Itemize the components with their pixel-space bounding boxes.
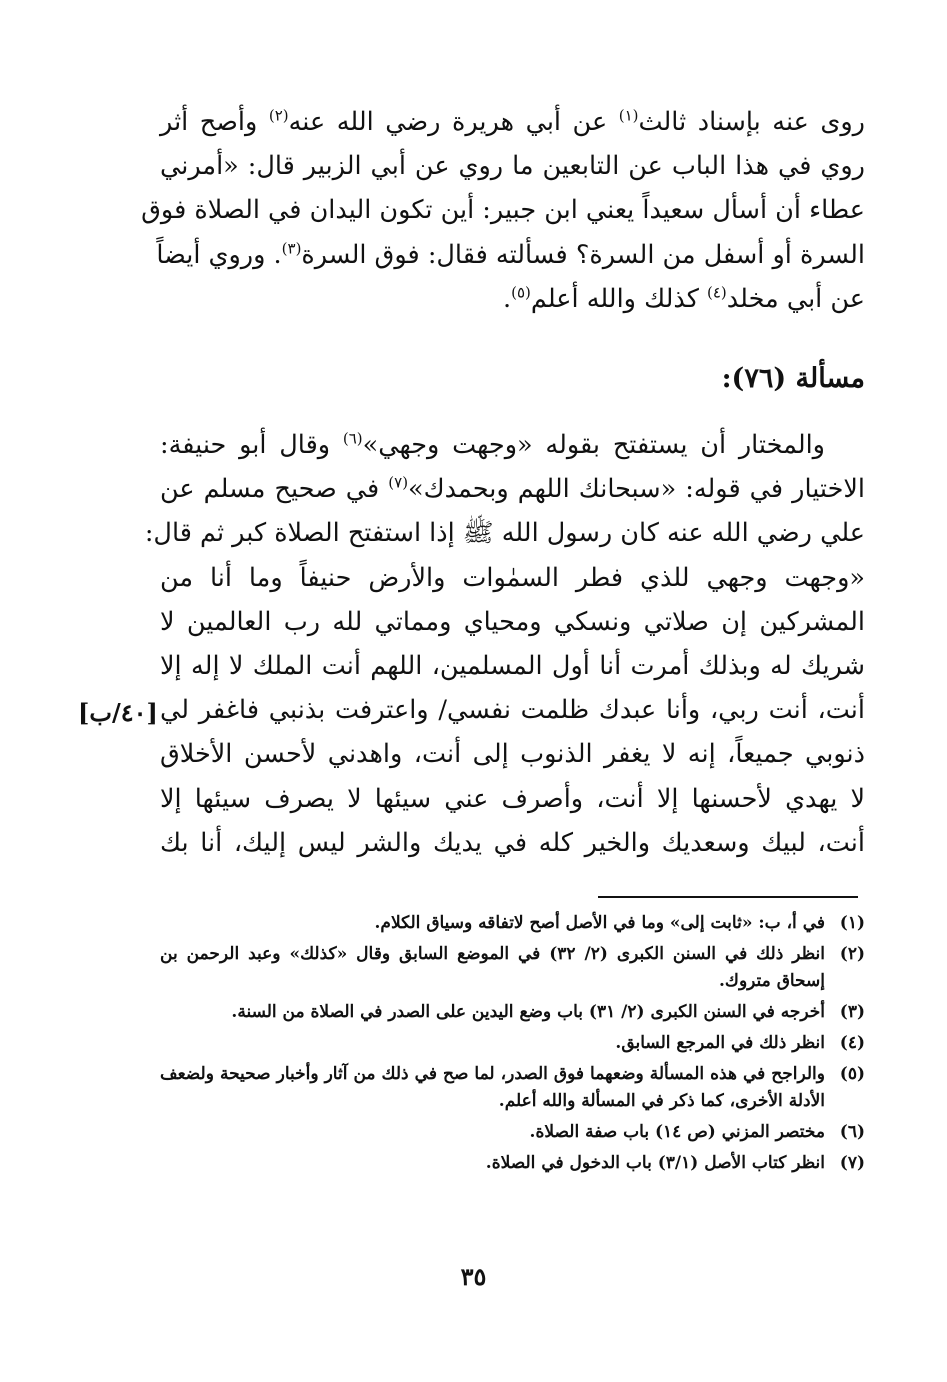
text-span: عن أبي هريرة رضي الله عنه xyxy=(288,107,619,137)
footnote-text: أخرجه في السنن الكبرى (٢/ ٣١) باب وضع اليدين على الصدر في الصلاة من السنة. xyxy=(231,1002,825,1022)
text-line: لا يهدي لأحسنها إلا أنت، وأصرف عني سيئها لا يصرف سيئها إلا xyxy=(160,783,865,814)
footnote xyxy=(160,1061,865,1115)
footnote-number: (٥) xyxy=(839,1064,865,1084)
footnote-text: والراجح في هذه المسألة وضعهما فوق الصدر، لما صح في ذلك من آثار وأخبار صحيحة ولضعف الأدلة الأخرى، كما ذكر في المسألة والله أعلم. xyxy=(160,1064,825,1111)
text-line: عطاء أن أسأل سعيداً يعني ابن جبير: أين تكون اليدان في الصلاة فوق xyxy=(141,195,865,226)
text-span: وأصح أثر xyxy=(160,107,269,137)
text-span: عن أبي مخلد xyxy=(726,283,865,314)
section-heading: مسألة (٧٦): xyxy=(721,363,865,395)
text-line xyxy=(156,233,865,277)
footnote-ref: (٧) xyxy=(388,473,409,492)
footnote-ref: (٢) xyxy=(268,106,289,125)
text-span: وقال أبو حنيفة: xyxy=(160,430,343,461)
footnote-text: انظر ذلك في المرجع السابق. xyxy=(615,1033,825,1053)
footnote xyxy=(160,1150,865,1177)
footnote-ref: (٦) xyxy=(342,429,363,448)
main-text xyxy=(141,100,866,865)
text-span: . وروي أيضاً xyxy=(156,239,282,270)
footnote-text: مختصر المزني (ص ١٤) باب صفة الصلاة. xyxy=(529,1122,825,1142)
text-span: روى عنه بإسناد ثالث xyxy=(638,107,866,137)
footnote-divider xyxy=(598,896,858,898)
footnote xyxy=(160,1030,865,1057)
text-line: ذنوبي جميعاً، إنه لا يغفر الذنوب إلى أنت، واهدني لأحسن الأخلاق xyxy=(160,739,865,770)
text-line xyxy=(160,423,865,467)
text-span: كذلك والله أعلم xyxy=(530,283,707,314)
text-span: الاختيار في قوله: «سبحانك اللهم وبحمدك» xyxy=(408,474,865,505)
text-line: روي في هذا الباب عن التابعين ما روي عن أبي الزبير قال: «أمرني xyxy=(160,151,865,182)
footnote-number: (٦) xyxy=(839,1122,865,1142)
paragraph-1 xyxy=(141,100,866,321)
footnote-text: انظر كتاب الأصل (٣/١) باب الدخول في الصلاة. xyxy=(485,1153,825,1173)
text-line xyxy=(160,277,865,321)
text-span: السرة أو أسفل من السرة؟ فسألته فقال: فوق السرة xyxy=(301,239,865,270)
footnote xyxy=(160,1119,865,1146)
text-line: أنت، أنت ربي، وأنا عبدك ظلمت نفسي/ واعترفت بذنبي فاغفر لي xyxy=(160,695,865,726)
footnote-text: انظر ذلك في السنن الكبرى (٢/ ٣٢) في الموضع السابق وقال «كذلك» وعبد الرحمن بن إسحاق متروك. xyxy=(160,944,825,991)
footnote xyxy=(160,999,865,1026)
footnote-number: (٢) xyxy=(839,944,865,964)
text-line: المشركين إن صلاتي ونسكي ومحياي ومماتي لله رب العالمين لا xyxy=(160,606,865,637)
text-span: في صحيح مسلم عن xyxy=(160,474,389,505)
text-span: والمختار أن يستفتح بقوله «وجهت وجهي» xyxy=(362,430,825,461)
paragraph-2 xyxy=(144,423,865,865)
footnotes xyxy=(160,910,865,1181)
footnote-number: (٧) xyxy=(839,1153,865,1173)
footnote xyxy=(160,910,865,937)
footnote-ref: (٥) xyxy=(511,283,531,302)
text-line xyxy=(160,467,865,511)
text-line: «وجهت وجهي للذي فطر السمٰوات والأرض حنيفاً وما أنا من xyxy=(160,562,865,593)
footnote-ref: (١) xyxy=(618,106,639,125)
page-number: ٣٥ xyxy=(460,1262,487,1291)
text-line: علي رضي الله عنه كان رسول الله ﷺ إذا استفتح الصلاة كبر ثم قال: xyxy=(144,518,865,549)
manuscript-folio-marker: [٤٠/ب] xyxy=(78,698,158,727)
text-line: شريك له وبذلك أمرت أنا أول المسلمين، اللهم أنت الملك لا إله إلا xyxy=(160,651,865,682)
footnote-ref: (٣) xyxy=(281,239,302,258)
text-line: أنت، لبيك وسعديك والخير كله في يديك والشر ليس إليك، أنا بك xyxy=(160,827,865,858)
footnote-number: (١) xyxy=(839,913,865,933)
text-line xyxy=(160,100,865,144)
footnote-text: في أ، ب: «ثابت إلى» وما في الأصل أصح لاتفاقه وسياق الكلام. xyxy=(374,913,825,933)
footnote-number: (٤) xyxy=(839,1033,865,1053)
footnote-ref: (٤) xyxy=(706,283,727,302)
footnote xyxy=(160,941,865,995)
text-span: . xyxy=(502,283,512,314)
footnote-number: (٣) xyxy=(839,1002,865,1022)
